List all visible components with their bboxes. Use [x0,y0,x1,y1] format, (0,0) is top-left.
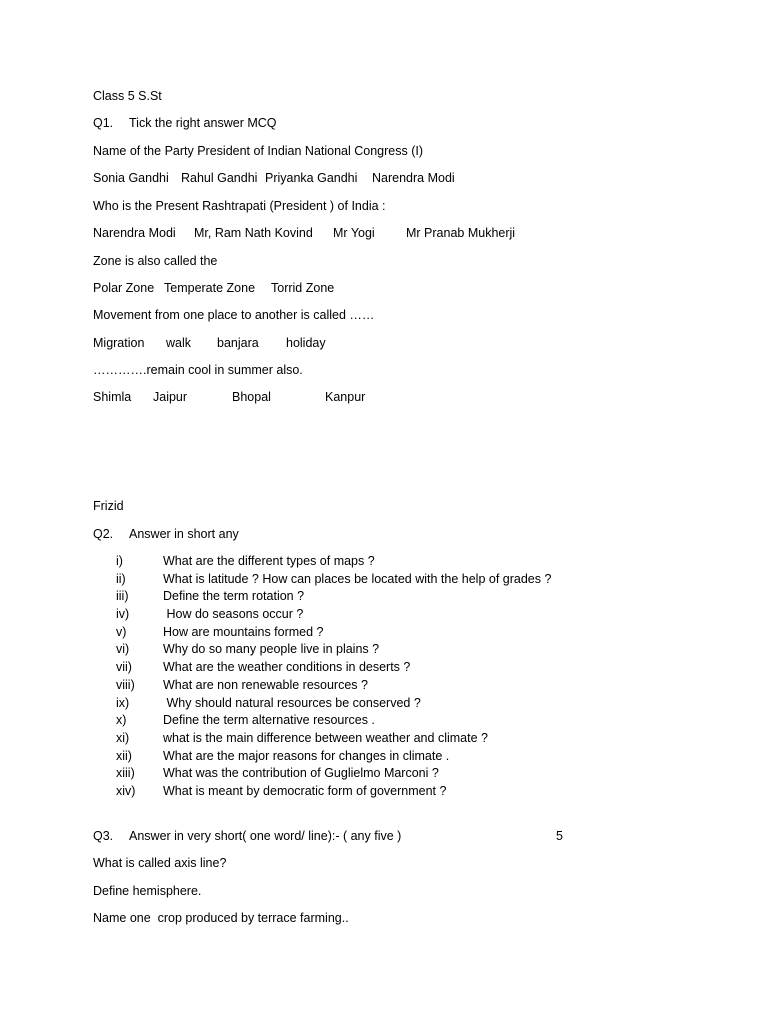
item-number: x) [116,713,127,728]
item-text: What are the different types of maps ? [163,554,375,568]
worksheet-header: Class 5 S.St [93,89,162,103]
item-number: v) [116,624,127,639]
item-number: viii) [116,677,135,692]
item-text: Define the term alternative resources . [163,713,375,728]
item-number: xii) [116,748,132,763]
q1-title: Tick the right answer MCQ [129,116,277,130]
item-text: What are the major reasons for changes in climate . [163,748,450,763]
item-number: iii) [116,589,129,604]
mcq-question-1: Name of the Party President of Indian National Congress (I) [93,144,424,158]
item-number: vi) [116,642,130,657]
item-number: ii) [116,571,126,586]
mcq-options-2 [93,225,515,241]
q2-number: Q2. [93,527,114,541]
item-number: ix) [116,695,130,710]
mcq-option: Sonia Gandhi [93,171,169,185]
mcq-question-3: Zone is also called the [93,254,218,268]
mcq-option: Jaipur [153,390,188,404]
item-number: xiv) [116,783,136,798]
q2-title: Answer in short any [129,527,239,541]
mcq-option: Narendra Modi [93,226,176,240]
item-number: iv) [116,607,130,622]
mcq-question-2: Who is the Present Rashtrapati (President ) of India : [93,199,386,213]
mcq-option: Shimla [93,390,132,404]
q3-marks: 5 [556,829,563,843]
item-number: vii) [116,660,132,675]
mcq-options-3 [93,280,334,296]
item-text: Define the term rotation ? [163,589,305,604]
item-text: Why should natural resources be conserved ? [163,695,421,710]
q3-question-2: Define hemisphere. [93,884,202,898]
mcq-option: Rahul Gandhi [181,171,258,185]
q1-extra-word: Frizid [93,499,124,513]
item-text: How do seasons occur ? [163,607,304,622]
mcq-question-4: Movement from one place to another is called …… [93,308,375,322]
mcq-option: holiday [286,336,326,350]
mcq-option: Mr, Ram Nath Kovind [194,226,313,240]
q3-heading [93,828,401,844]
item-text: What are the weather conditions in deserts ? [163,660,411,675]
item-text: What is latitude ? How can places be located with the help of grades ? [163,571,552,586]
mcq-option: walk [166,336,192,350]
mcq-option: Mr Yogi [333,226,375,240]
mcq-options-1 [93,170,455,186]
mcq-option: Migration [93,336,145,350]
item-text: What is meant by democratic form of government ? [163,783,447,798]
mcq-option: Bhopal [232,390,271,404]
mcq-option: Narendra Modi [372,171,455,185]
mcq-option: Priyanka Gandhi [265,171,358,185]
q1-number: Q1. [93,116,114,130]
mcq-option: Torrid Zone [271,281,335,295]
item-text: Why do so many people live in plains ? [163,642,380,657]
mcq-option: Mr Pranab Mukherji [406,226,516,240]
item-text: What was the contribution of Guglielmo Marconi ? [163,766,439,781]
q2-heading [93,526,239,542]
q3-question-3: Name one crop produced by terrace farming.. [93,911,349,925]
mcq-option: banjara [217,336,259,350]
item-number: i) [116,554,123,568]
mcq-option: Kanpur [325,390,366,404]
mcq-option: Temperate Zone [164,281,256,295]
q1-heading [93,115,277,131]
mcq-options-5 [93,389,365,405]
item-number: xi) [116,730,130,745]
item-number: xiii) [116,766,135,781]
item-text: what is the main difference between weather and climate ? [163,730,488,745]
item-text: How are mountains formed ? [163,624,324,639]
q3-number: Q3. [93,829,114,843]
mcq-question-5: ………….remain cool in summer also. [93,363,303,377]
item-text: What are non renewable resources ? [163,677,368,692]
mcq-options-4 [93,335,326,351]
mcq-option: Polar Zone [93,281,155,295]
q3-question-1: What is called axis line? [93,856,227,870]
q3-title: Answer in very short( one word/ line):- ( any five ) [129,829,402,843]
